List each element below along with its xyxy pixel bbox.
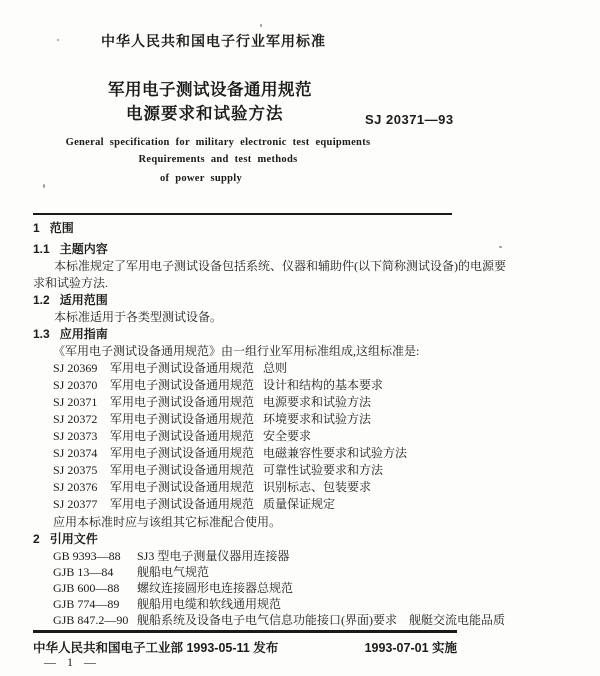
standard-name: 军用电子测试设备通用规范 bbox=[110, 395, 255, 409]
standard-code: SJ 20369 bbox=[53, 361, 98, 375]
reference-desc: 舰船系统及设备电子电气信息功能接口(界面)要求 舰艇交流电能品质 bbox=[137, 613, 505, 627]
document-title-line2: 电源要求和试验方法 bbox=[126, 105, 284, 123]
standard-row bbox=[53, 462, 407, 479]
footer-implementation-date: 1993-07-01 实施 bbox=[364, 641, 457, 655]
scan-speck bbox=[260, 24, 262, 27]
standards-list bbox=[53, 360, 407, 513]
section-1-3-title: 应用指南 bbox=[59, 327, 108, 341]
scan-speck bbox=[43, 184, 45, 188]
standard-code: SJ 20370 bbox=[53, 378, 98, 392]
section-1-3-outro: 应用本标准时应与该组其它标准配合使用。 bbox=[53, 515, 282, 529]
section-2-title: 引用文件 bbox=[49, 532, 98, 546]
footer-divider-rule bbox=[33, 630, 457, 633]
english-title-line1: General specification for military electronic test equipments bbox=[65, 137, 371, 148]
standard-name: 军用电子测试设备通用规范 bbox=[110, 463, 255, 477]
standard-name: 军用电子测试设备通用规范 bbox=[110, 446, 255, 460]
document-title-line1: 军用电子测试设备通用规范 bbox=[108, 81, 312, 99]
page-number: — 1 — bbox=[44, 655, 100, 669]
section-1-1-number: 1.1 bbox=[33, 242, 50, 256]
standard-row bbox=[53, 411, 407, 428]
standard-name: 军用电子测试设备通用规范 bbox=[110, 480, 255, 494]
reference-code: GJB 13—84 bbox=[53, 565, 114, 579]
standard-desc: 总则 bbox=[263, 361, 288, 375]
section-1-1-body-line2: 求和试验方法. bbox=[33, 276, 109, 290]
standard-name: 军用电子测试设备通用规范 bbox=[110, 361, 255, 375]
reference-row bbox=[53, 596, 505, 612]
footer-issuer: 中华人民共和国电子工业部 1993-05-11 发布 bbox=[33, 641, 279, 655]
reference-row bbox=[53, 564, 505, 580]
standard-code: SJ 20372 bbox=[53, 412, 98, 426]
section-1-1-body-line1: 本标准规定了军用电子测试设备包括系统、仪器和辅助件(以下简称测试设备)的电源要 bbox=[54, 259, 506, 273]
standard-row bbox=[53, 479, 407, 496]
section-1-2-body: 本标准适用于各类型测试设备。 bbox=[54, 310, 223, 324]
standard-name: 军用电子测试设备通用规范 bbox=[110, 429, 255, 443]
standard-code: SJ 20377 bbox=[53, 497, 98, 511]
reference-row bbox=[53, 580, 505, 596]
standard-desc: 电磁兼容性要求和试验方法 bbox=[263, 446, 408, 460]
standard-desc: 设计和结构的基本要求 bbox=[263, 378, 384, 392]
section-2-number: 2 bbox=[33, 532, 40, 546]
scan-speck bbox=[499, 246, 502, 248]
reference-desc: SJ3 型电子测量仪器用连接器 bbox=[137, 549, 290, 563]
section-2-heading bbox=[33, 531, 98, 548]
scan-speck bbox=[57, 39, 59, 41]
reference-desc: 舰船用电缆和软线通用规范 bbox=[137, 597, 282, 611]
english-title-line2: Requirements and test methods bbox=[138, 154, 298, 165]
reference-desc: 舰船电气规范 bbox=[137, 565, 210, 579]
standard-name: 军用电子测试设备通用规范 bbox=[110, 497, 255, 511]
standard-row bbox=[53, 428, 407, 445]
standard-desc: 环境要求和试验方法 bbox=[263, 412, 372, 426]
section-1-2-title: 适用范围 bbox=[59, 293, 108, 307]
standard-row bbox=[53, 360, 407, 377]
section-1-1-heading bbox=[33, 241, 108, 258]
standard-category-label: 中华人民共和国电子行业军用标准 bbox=[101, 33, 326, 49]
section-1-3-number: 1.3 bbox=[33, 327, 50, 341]
standard-code: SJ 20375 bbox=[53, 463, 98, 477]
standard-code: SJ 20371 bbox=[53, 395, 98, 409]
header-divider-rule bbox=[33, 213, 452, 215]
section-1-heading bbox=[33, 220, 74, 237]
section-1-2-number: 1.2 bbox=[33, 293, 50, 307]
section-1-2-heading bbox=[33, 292, 108, 309]
standard-desc: 质量保证规定 bbox=[263, 497, 336, 511]
standard-code: SJ 20373 bbox=[53, 429, 98, 443]
reference-code: GJB 600—88 bbox=[53, 581, 120, 595]
reference-row bbox=[53, 548, 505, 564]
standard-desc: 可靠性试验要求和方法 bbox=[263, 463, 384, 477]
section-1-title: 范围 bbox=[49, 221, 74, 235]
standard-name: 军用电子测试设备通用规范 bbox=[110, 378, 255, 392]
standard-name: 军用电子测试设备通用规范 bbox=[110, 412, 255, 426]
reference-desc: 螺纹连接圆形电连接器总规范 bbox=[137, 581, 294, 595]
section-1-number: 1 bbox=[33, 221, 40, 235]
standard-row bbox=[53, 377, 407, 394]
reference-code: GB 9393—88 bbox=[53, 549, 121, 563]
references-list bbox=[53, 548, 505, 628]
section-1-3-intro: 《军用电子测试设备通用规范》由一组行业军用标准组成,这组标准是: bbox=[53, 344, 420, 358]
reference-row bbox=[53, 612, 505, 628]
standard-code: SJ 20374 bbox=[53, 446, 98, 460]
reference-code: GJB 774—89 bbox=[53, 597, 120, 611]
standard-desc: 安全要求 bbox=[263, 429, 312, 443]
standard-row bbox=[53, 445, 407, 462]
section-1-3-heading bbox=[33, 326, 108, 343]
standard-desc: 识别标志、包装要求 bbox=[263, 480, 372, 494]
standard-row bbox=[53, 496, 407, 513]
standard-desc: 电源要求和试验方法 bbox=[263, 395, 372, 409]
english-title-line3: of power supply bbox=[159, 173, 243, 184]
standard-code: SJ 20376 bbox=[53, 480, 98, 494]
reference-code: GJB 847.2—90 bbox=[53, 613, 129, 627]
standard-row bbox=[53, 394, 407, 411]
standard-number: SJ 20371—93 bbox=[365, 112, 454, 127]
english-title-block bbox=[0, 134, 436, 187]
section-1-1-title: 主题内容 bbox=[59, 242, 108, 256]
